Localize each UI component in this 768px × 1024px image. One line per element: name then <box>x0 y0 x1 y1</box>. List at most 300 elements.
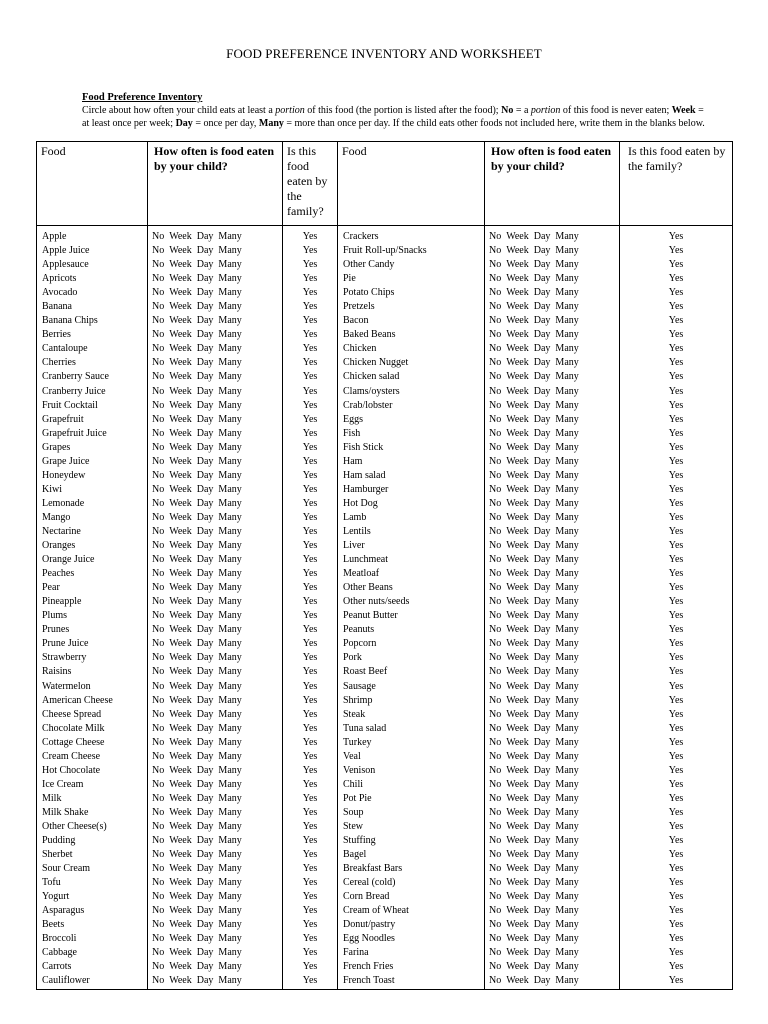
left-frequency-options[interactable] <box>148 862 282 876</box>
frequency-option-week[interactable]: Week <box>169 820 192 832</box>
frequency-option-no[interactable]: No <box>152 778 165 790</box>
frequency-option-week[interactable]: Week <box>506 582 529 594</box>
left-family-yes[interactable]: Yes <box>302 736 318 748</box>
right-family-yes[interactable]: Yes <box>668 441 684 453</box>
frequency-option-many[interactable]: Many <box>218 849 242 861</box>
frequency-option-no[interactable]: No <box>489 497 502 509</box>
left-frequency-options[interactable] <box>148 385 282 399</box>
frequency-option-no[interactable]: No <box>489 722 502 734</box>
frequency-option-week[interactable]: Week <box>506 231 529 242</box>
frequency-option-day[interactable]: Day <box>533 905 551 917</box>
frequency-option-no[interactable]: No <box>152 343 165 355</box>
frequency-option-no[interactable]: No <box>489 441 502 453</box>
frequency-option-week[interactable]: Week <box>506 568 529 580</box>
right-frequency-options[interactable] <box>485 876 619 890</box>
frequency-option-day[interactable]: Day <box>533 301 551 313</box>
left-frequency-options[interactable] <box>148 356 282 370</box>
right-frequency-options[interactable] <box>485 946 619 960</box>
frequency-option-day[interactable]: Day <box>196 877 214 889</box>
frequency-option-day[interactable]: Day <box>196 806 214 818</box>
right-family-yes[interactable]: Yes <box>668 427 684 439</box>
frequency-option-no[interactable]: No <box>152 905 165 917</box>
frequency-option-day[interactable]: Day <box>533 835 551 847</box>
frequency-option-many[interactable]: Many <box>555 287 579 299</box>
left-frequency-options[interactable] <box>148 834 282 848</box>
frequency-option-many[interactable]: Many <box>555 399 579 411</box>
left-frequency-options[interactable] <box>148 792 282 806</box>
frequency-option-many[interactable]: Many <box>218 259 242 271</box>
right-family-yes[interactable]: Yes <box>668 975 684 987</box>
left-frequency-options[interactable] <box>148 876 282 890</box>
right-frequency-options[interactable] <box>485 370 619 384</box>
frequency-option-many[interactable]: Many <box>218 357 242 369</box>
left-family-yes[interactable]: Yes <box>302 315 318 327</box>
left-frequency-options[interactable] <box>148 258 282 272</box>
frequency-option-day[interactable]: Day <box>196 961 214 973</box>
right-frequency-options[interactable] <box>485 244 619 258</box>
frequency-option-many[interactable]: Many <box>218 385 242 397</box>
frequency-option-day[interactable]: Day <box>196 680 214 692</box>
right-family-yes[interactable]: Yes <box>668 287 684 299</box>
frequency-option-no[interactable]: No <box>489 596 502 608</box>
left-family-yes[interactable]: Yes <box>302 343 318 355</box>
frequency-option-day[interactable]: Day <box>533 638 551 650</box>
right-family-yes[interactable]: Yes <box>668 652 684 664</box>
left-family-yes[interactable]: Yes <box>302 427 318 439</box>
frequency-option-no[interactable]: No <box>489 582 502 594</box>
right-family-yes[interactable]: Yes <box>668 469 684 481</box>
frequency-option-many[interactable]: Many <box>555 835 579 847</box>
frequency-option-many[interactable]: Many <box>218 722 242 734</box>
right-frequency-options[interactable] <box>485 736 619 750</box>
frequency-option-no[interactable]: No <box>489 301 502 313</box>
right-frequency-options[interactable] <box>485 680 619 694</box>
frequency-option-no[interactable]: No <box>489 245 502 257</box>
right-family-yes[interactable]: Yes <box>668 413 684 425</box>
frequency-option-day[interactable]: Day <box>196 273 214 285</box>
left-family-yes[interactable]: Yes <box>302 511 318 523</box>
frequency-option-week[interactable]: Week <box>169 947 192 959</box>
frequency-option-week[interactable]: Week <box>169 666 192 678</box>
frequency-option-week[interactable]: Week <box>169 427 192 439</box>
frequency-option-no[interactable]: No <box>152 652 165 664</box>
frequency-option-many[interactable]: Many <box>555 933 579 945</box>
frequency-option-many[interactable]: Many <box>218 638 242 650</box>
right-frequency-options[interactable] <box>485 427 619 441</box>
right-family-yes[interactable]: Yes <box>668 736 684 748</box>
left-family-yes[interactable]: Yes <box>302 806 318 818</box>
frequency-option-no[interactable]: No <box>489 891 502 903</box>
frequency-option-no[interactable]: No <box>152 455 165 467</box>
frequency-option-week[interactable]: Week <box>506 666 529 678</box>
frequency-option-many[interactable]: Many <box>555 849 579 861</box>
frequency-option-day[interactable]: Day <box>533 455 551 467</box>
left-family-yes[interactable]: Yes <box>302 245 318 257</box>
frequency-option-week[interactable]: Week <box>169 455 192 467</box>
frequency-option-day[interactable]: Day <box>196 497 214 509</box>
right-family-yes[interactable]: Yes <box>668 806 684 818</box>
left-frequency-options[interactable] <box>148 342 282 356</box>
frequency-option-no[interactable]: No <box>489 483 502 495</box>
left-frequency-options[interactable] <box>148 300 282 314</box>
frequency-option-week[interactable]: Week <box>169 961 192 973</box>
frequency-option-week[interactable]: Week <box>169 273 192 285</box>
frequency-option-day[interactable]: Day <box>533 554 551 566</box>
frequency-option-week[interactable]: Week <box>169 680 192 692</box>
frequency-option-week[interactable]: Week <box>506 469 529 481</box>
frequency-option-week[interactable]: Week <box>169 568 192 580</box>
frequency-option-no[interactable]: No <box>152 385 165 397</box>
left-frequency-options[interactable] <box>148 413 282 427</box>
right-family-yes[interactable]: Yes <box>668 638 684 650</box>
right-family-yes[interactable]: Yes <box>668 554 684 566</box>
frequency-option-many[interactable]: Many <box>555 343 579 355</box>
frequency-option-no[interactable]: No <box>152 947 165 959</box>
right-frequency-options[interactable] <box>485 806 619 820</box>
left-family-yes[interactable]: Yes <box>302 764 318 776</box>
frequency-option-day[interactable]: Day <box>196 301 214 313</box>
frequency-option-many[interactable]: Many <box>555 245 579 257</box>
frequency-option-many[interactable]: Many <box>555 947 579 959</box>
frequency-option-day[interactable]: Day <box>196 694 214 706</box>
right-frequency-options[interactable] <box>485 525 619 539</box>
frequency-option-no[interactable]: No <box>152 427 165 439</box>
frequency-option-day[interactable]: Day <box>533 231 551 242</box>
frequency-option-many[interactable]: Many <box>218 315 242 327</box>
frequency-option-many[interactable]: Many <box>218 441 242 453</box>
left-frequency-options[interactable] <box>148 455 282 469</box>
frequency-option-day[interactable]: Day <box>196 231 214 242</box>
left-family-yes[interactable]: Yes <box>302 638 318 650</box>
right-family-yes[interactable]: Yes <box>668 708 684 720</box>
left-frequency-options[interactable] <box>148 483 282 497</box>
frequency-option-week[interactable]: Week <box>506 610 529 622</box>
frequency-option-many[interactable]: Many <box>218 778 242 790</box>
frequency-option-day[interactable]: Day <box>196 582 214 594</box>
frequency-option-no[interactable]: No <box>489 638 502 650</box>
frequency-option-week[interactable]: Week <box>506 455 529 467</box>
frequency-option-day[interactable]: Day <box>533 343 551 355</box>
left-frequency-options[interactable] <box>148 820 282 834</box>
frequency-option-no[interactable]: No <box>489 694 502 706</box>
left-family-yes[interactable]: Yes <box>302 540 318 552</box>
frequency-option-day[interactable]: Day <box>533 273 551 285</box>
left-frequency-options[interactable] <box>148 609 282 623</box>
frequency-option-no[interactable]: No <box>489 764 502 776</box>
frequency-option-week[interactable]: Week <box>169 863 192 875</box>
frequency-option-no[interactable]: No <box>152 820 165 832</box>
left-frequency-options[interactable] <box>148 553 282 567</box>
right-family-yes[interactable]: Yes <box>668 722 684 734</box>
frequency-option-week[interactable]: Week <box>169 652 192 664</box>
frequency-option-many[interactable]: Many <box>218 427 242 439</box>
left-frequency-options[interactable] <box>148 680 282 694</box>
frequency-option-no[interactable]: No <box>152 273 165 285</box>
frequency-option-day[interactable]: Day <box>533 427 551 439</box>
frequency-option-week[interactable]: Week <box>169 919 192 931</box>
frequency-option-day[interactable]: Day <box>196 399 214 411</box>
right-family-yes[interactable]: Yes <box>668 778 684 790</box>
left-family-yes[interactable]: Yes <box>302 905 318 917</box>
frequency-option-day[interactable]: Day <box>533 259 551 271</box>
frequency-option-no[interactable]: No <box>489 343 502 355</box>
frequency-option-week[interactable]: Week <box>506 891 529 903</box>
frequency-option-many[interactable]: Many <box>555 554 579 566</box>
frequency-option-many[interactable]: Many <box>218 820 242 832</box>
frequency-option-week[interactable]: Week <box>169 638 192 650</box>
frequency-option-day[interactable]: Day <box>196 511 214 523</box>
frequency-option-week[interactable]: Week <box>506 441 529 453</box>
right-frequency-options[interactable] <box>485 694 619 708</box>
frequency-option-no[interactable]: No <box>489 287 502 299</box>
left-frequency-options[interactable] <box>148 567 282 581</box>
frequency-option-week[interactable]: Week <box>506 708 529 720</box>
frequency-option-day[interactable]: Day <box>196 455 214 467</box>
left-frequency-options[interactable] <box>148 427 282 441</box>
frequency-option-no[interactable]: No <box>489 863 502 875</box>
frequency-option-no[interactable]: No <box>489 259 502 271</box>
frequency-option-many[interactable]: Many <box>555 638 579 650</box>
frequency-option-day[interactable]: Day <box>533 694 551 706</box>
frequency-option-week[interactable]: Week <box>506 905 529 917</box>
right-family-yes[interactable]: Yes <box>668 273 684 285</box>
frequency-option-week[interactable]: Week <box>169 596 192 608</box>
frequency-option-many[interactable]: Many <box>218 764 242 776</box>
right-family-yes[interactable]: Yes <box>668 849 684 861</box>
frequency-option-day[interactable]: Day <box>196 441 214 453</box>
right-frequency-options[interactable] <box>485 862 619 876</box>
frequency-option-week[interactable]: Week <box>169 540 192 552</box>
frequency-option-no[interactable]: No <box>489 371 502 383</box>
left-frequency-options[interactable] <box>148 525 282 539</box>
frequency-option-many[interactable]: Many <box>555 301 579 313</box>
right-family-yes[interactable]: Yes <box>668 399 684 411</box>
frequency-option-week[interactable]: Week <box>169 708 192 720</box>
frequency-option-day[interactable]: Day <box>196 554 214 566</box>
frequency-option-many[interactable]: Many <box>555 469 579 481</box>
left-family-yes[interactable]: Yes <box>302 301 318 313</box>
frequency-option-week[interactable]: Week <box>169 975 192 987</box>
frequency-option-many[interactable]: Many <box>218 624 242 636</box>
frequency-option-week[interactable]: Week <box>169 624 192 636</box>
frequency-option-no[interactable]: No <box>489 905 502 917</box>
left-frequency-options[interactable] <box>148 665 282 679</box>
frequency-option-no[interactable]: No <box>152 245 165 257</box>
left-frequency-options[interactable] <box>148 722 282 736</box>
frequency-option-week[interactable]: Week <box>169 877 192 889</box>
frequency-option-week[interactable]: Week <box>169 792 192 804</box>
left-frequency-options[interactable] <box>148 848 282 862</box>
right-frequency-options[interactable] <box>485 553 619 567</box>
left-frequency-options[interactable] <box>148 469 282 483</box>
frequency-option-week[interactable]: Week <box>169 357 192 369</box>
left-family-yes[interactable]: Yes <box>302 624 318 636</box>
right-frequency-options[interactable] <box>485 609 619 623</box>
left-family-yes[interactable]: Yes <box>302 975 318 987</box>
left-frequency-options[interactable] <box>148 918 282 932</box>
frequency-option-many[interactable]: Many <box>218 497 242 509</box>
frequency-option-day[interactable]: Day <box>196 820 214 832</box>
right-frequency-options[interactable] <box>485 286 619 300</box>
right-frequency-options[interactable] <box>485 314 619 328</box>
left-frequency-options[interactable] <box>148 694 282 708</box>
frequency-option-week[interactable]: Week <box>169 399 192 411</box>
frequency-option-day[interactable]: Day <box>533 596 551 608</box>
frequency-option-many[interactable]: Many <box>555 497 579 509</box>
frequency-option-many[interactable]: Many <box>555 413 579 425</box>
frequency-option-week[interactable]: Week <box>506 638 529 650</box>
frequency-option-many[interactable]: Many <box>555 806 579 818</box>
left-frequency-options[interactable] <box>148 230 282 244</box>
right-frequency-options[interactable] <box>485 567 619 581</box>
left-family-yes[interactable]: Yes <box>302 596 318 608</box>
frequency-option-day[interactable]: Day <box>196 736 214 748</box>
right-family-yes[interactable]: Yes <box>668 624 684 636</box>
frequency-option-no[interactable]: No <box>489 778 502 790</box>
right-family-yes[interactable]: Yes <box>668 582 684 594</box>
frequency-option-week[interactable]: Week <box>506 371 529 383</box>
frequency-option-no[interactable]: No <box>489 540 502 552</box>
frequency-option-day[interactable]: Day <box>533 329 551 341</box>
frequency-option-no[interactable]: No <box>489 820 502 832</box>
frequency-option-many[interactable]: Many <box>218 511 242 523</box>
left-frequency-options[interactable] <box>148 651 282 665</box>
frequency-option-many[interactable]: Many <box>218 863 242 875</box>
frequency-option-week[interactable]: Week <box>506 764 529 776</box>
right-frequency-options[interactable] <box>485 497 619 511</box>
frequency-option-many[interactable]: Many <box>218 287 242 299</box>
frequency-option-many[interactable]: Many <box>218 947 242 959</box>
frequency-option-many[interactable]: Many <box>218 301 242 313</box>
frequency-option-week[interactable]: Week <box>169 778 192 790</box>
right-frequency-options[interactable] <box>485 230 619 244</box>
frequency-option-no[interactable]: No <box>152 399 165 411</box>
left-frequency-options[interactable] <box>148 399 282 413</box>
frequency-option-week[interactable]: Week <box>506 652 529 664</box>
frequency-option-day[interactable]: Day <box>196 610 214 622</box>
left-frequency-options[interactable] <box>148 244 282 258</box>
frequency-option-no[interactable]: No <box>152 441 165 453</box>
frequency-option-day[interactable]: Day <box>533 919 551 931</box>
frequency-option-week[interactable]: Week <box>169 329 192 341</box>
frequency-option-many[interactable]: Many <box>218 835 242 847</box>
frequency-option-week[interactable]: Week <box>169 245 192 257</box>
right-frequency-options[interactable] <box>485 413 619 427</box>
right-frequency-options[interactable] <box>485 932 619 946</box>
left-family-yes[interactable]: Yes <box>302 610 318 622</box>
frequency-option-week[interactable]: Week <box>169 525 192 537</box>
right-family-yes[interactable]: Yes <box>668 694 684 706</box>
frequency-option-no[interactable]: No <box>152 806 165 818</box>
frequency-option-many[interactable]: Many <box>555 905 579 917</box>
frequency-option-many[interactable]: Many <box>555 764 579 776</box>
right-family-yes[interactable]: Yes <box>668 792 684 804</box>
frequency-option-day[interactable]: Day <box>533 778 551 790</box>
frequency-option-week[interactable]: Week <box>506 525 529 537</box>
frequency-option-no[interactable]: No <box>152 933 165 945</box>
frequency-option-many[interactable]: Many <box>555 891 579 903</box>
frequency-option-no[interactable]: No <box>489 680 502 692</box>
left-frequency-options[interactable] <box>148 328 282 342</box>
frequency-option-many[interactable]: Many <box>555 441 579 453</box>
frequency-option-week[interactable]: Week <box>506 624 529 636</box>
frequency-option-no[interactable]: No <box>489 835 502 847</box>
right-family-yes[interactable]: Yes <box>668 245 684 257</box>
frequency-option-no[interactable]: No <box>152 961 165 973</box>
frequency-option-many[interactable]: Many <box>218 343 242 355</box>
frequency-option-week[interactable]: Week <box>506 413 529 425</box>
frequency-option-day[interactable]: Day <box>533 863 551 875</box>
frequency-option-day[interactable]: Day <box>196 778 214 790</box>
frequency-option-no[interactable]: No <box>152 877 165 889</box>
frequency-option-week[interactable]: Week <box>506 778 529 790</box>
frequency-option-week[interactable]: Week <box>506 511 529 523</box>
frequency-option-no[interactable]: No <box>489 610 502 622</box>
frequency-option-day[interactable]: Day <box>196 722 214 734</box>
frequency-option-week[interactable]: Week <box>506 273 529 285</box>
frequency-option-week[interactable]: Week <box>169 722 192 734</box>
frequency-option-many[interactable]: Many <box>218 877 242 889</box>
frequency-option-day[interactable]: Day <box>533 877 551 889</box>
right-family-yes[interactable]: Yes <box>668 455 684 467</box>
right-frequency-options[interactable] <box>485 820 619 834</box>
frequency-option-day[interactable]: Day <box>196 905 214 917</box>
frequency-option-day[interactable]: Day <box>196 975 214 987</box>
frequency-option-week[interactable]: Week <box>169 554 192 566</box>
left-frequency-options[interactable] <box>148 314 282 328</box>
left-family-yes[interactable]: Yes <box>302 413 318 425</box>
right-frequency-options[interactable] <box>485 272 619 286</box>
frequency-option-week[interactable]: Week <box>506 427 529 439</box>
frequency-option-many[interactable]: Many <box>555 596 579 608</box>
frequency-option-day[interactable]: Day <box>533 624 551 636</box>
frequency-option-day[interactable]: Day <box>533 680 551 692</box>
right-frequency-options[interactable] <box>485 539 619 553</box>
frequency-option-week[interactable]: Week <box>169 933 192 945</box>
frequency-option-week[interactable]: Week <box>506 357 529 369</box>
frequency-option-many[interactable]: Many <box>218 329 242 341</box>
frequency-option-many[interactable]: Many <box>555 624 579 636</box>
frequency-option-day[interactable]: Day <box>533 483 551 495</box>
right-frequency-options[interactable] <box>485 848 619 862</box>
frequency-option-week[interactable]: Week <box>169 835 192 847</box>
right-family-yes[interactable]: Yes <box>668 315 684 327</box>
frequency-option-week[interactable]: Week <box>169 694 192 706</box>
right-frequency-options[interactable] <box>485 665 619 679</box>
frequency-option-many[interactable]: Many <box>555 652 579 664</box>
frequency-option-many[interactable]: Many <box>555 792 579 804</box>
frequency-option-day[interactable]: Day <box>196 413 214 425</box>
frequency-option-many[interactable]: Many <box>555 483 579 495</box>
frequency-option-no[interactable]: No <box>489 273 502 285</box>
frequency-option-many[interactable]: Many <box>218 568 242 580</box>
frequency-option-week[interactable]: Week <box>169 764 192 776</box>
right-frequency-options[interactable] <box>485 483 619 497</box>
frequency-option-many[interactable]: Many <box>218 806 242 818</box>
frequency-option-day[interactable]: Day <box>196 357 214 369</box>
frequency-option-no[interactable]: No <box>489 399 502 411</box>
frequency-option-many[interactable]: Many <box>218 371 242 383</box>
left-family-yes[interactable]: Yes <box>302 259 318 271</box>
frequency-option-no[interactable]: No <box>152 610 165 622</box>
right-family-yes[interactable]: Yes <box>668 750 684 762</box>
frequency-option-week[interactable]: Week <box>506 736 529 748</box>
frequency-option-many[interactable]: Many <box>218 610 242 622</box>
frequency-option-day[interactable]: Day <box>533 961 551 973</box>
frequency-option-day[interactable]: Day <box>533 708 551 720</box>
frequency-option-week[interactable]: Week <box>506 483 529 495</box>
right-frequency-options[interactable] <box>485 778 619 792</box>
